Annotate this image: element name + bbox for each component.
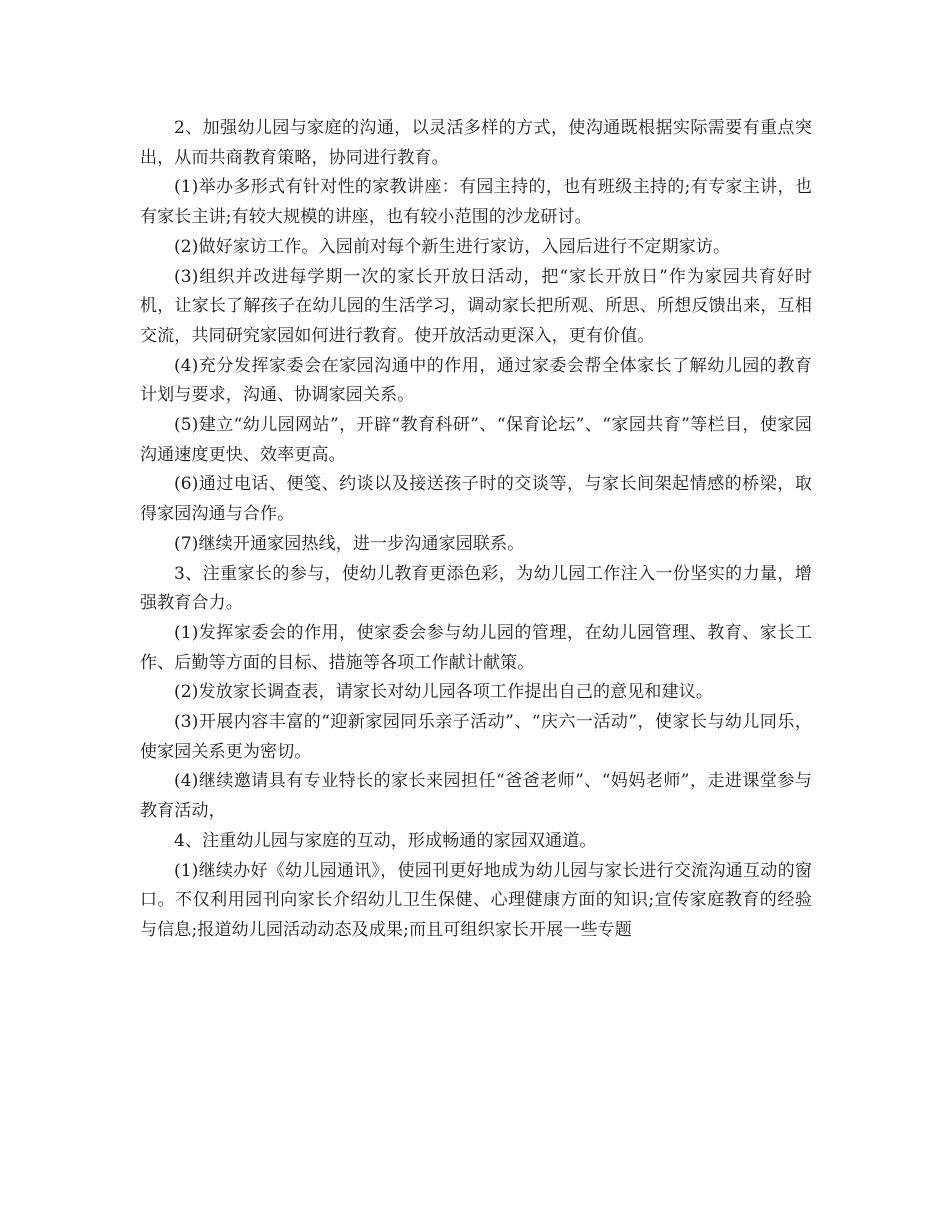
paragraph-item-2: (2)发放家长调查表，请家长对幼儿园各项工作提出自己的意见和建议。	[174, 682, 714, 703]
paragraph-item-3: (3)组织并改进每学期一次的家长开放日活动，把“家长开放日”作为家园共育好时机，让家长了解孩子在幼儿园的生活学习，调动家长把所观、所思、所想反馈出来，互相交流，共同研究家园如何进行教育。使开放活动更深入，更有价值。	[140, 266, 812, 346]
paragraph-section-2: 2、加强幼儿园与家庭的沟通，以灵活多样的方式，使沟通既根据实际需要有重点突出，从而共商教育策略，协同进行教育。	[140, 118, 812, 168]
paragraph-item-3: (3)开展内容丰富的“迎新家园同乐亲子活动”、“庆六一活动”，使家长与幼儿同乐，使家园关系更为密切。	[140, 712, 812, 762]
paragraph-item-2: (2)做好家访工作。入园前对每个新生进行家访，入园后进行不定期家访。	[174, 236, 731, 257]
paragraph-item-7: (7)继续开通家园热线，进一步沟通家园联系。	[174, 533, 525, 554]
paragraph-item-5: (5)建立“幼儿园网站”，开辟“教育科研”、“保育论坛”、“家园共育”等栏目，使家园沟通速度更快、效率更高。	[140, 415, 812, 465]
paragraph-section-3: 3、注重家长的参与，使幼儿教育更添色彩，为幼儿园工作注入一份坚实的力量，增强教育合力。	[140, 563, 812, 614]
paragraph-section-4: 4、注重幼儿园与家庭的互动，形成畅通的家园双通道。	[174, 830, 597, 851]
paragraph-item-6: (6)通过电话、便笺、约谈以及接送孩子时的交谈等，与家长间架起情感的桥梁，取得家园沟通与合作。	[140, 474, 812, 525]
paragraph-item-1: (1)发挥家委会的作用，使家委会参与幼儿园的管理，在幼儿园管理、教育、家长工作、后勤等方面的目标、措施等各项工作献计献策。	[140, 622, 812, 673]
paragraph-item-1: (1)举办多形式有针对性的家教讲座：有园主持的，也有班级主持的;有专家主讲，也有家长主讲;有较大规模的讲座，也有较小范围的沙龙研讨。	[140, 177, 812, 228]
document-body	[140, 114, 812, 946]
paragraph-item-4: (4)充分发挥家委会在家园沟通中的作用，通过家委会帮全体家长了解幼儿园的教育计划与要求，沟通、协调家园关系。	[140, 355, 812, 406]
paragraph-item-1: (1)继续办好《幼儿园通讯》，使园刊更好地成为幼儿园与家长进行交流沟通互动的窗口。不仅利用园刊向家长介绍幼儿卫生保健、心理健康方面的知识;宣传家庭教育的经验与信息;报道幼儿园活动动态及成果;而且可组织家长开展一些专题	[140, 860, 812, 940]
paragraph-item-4: (4)继续邀请具有专业特长的家长来园担任“爸爸老师”、“妈妈老师”，走进课堂参与教育活动，	[140, 771, 812, 822]
